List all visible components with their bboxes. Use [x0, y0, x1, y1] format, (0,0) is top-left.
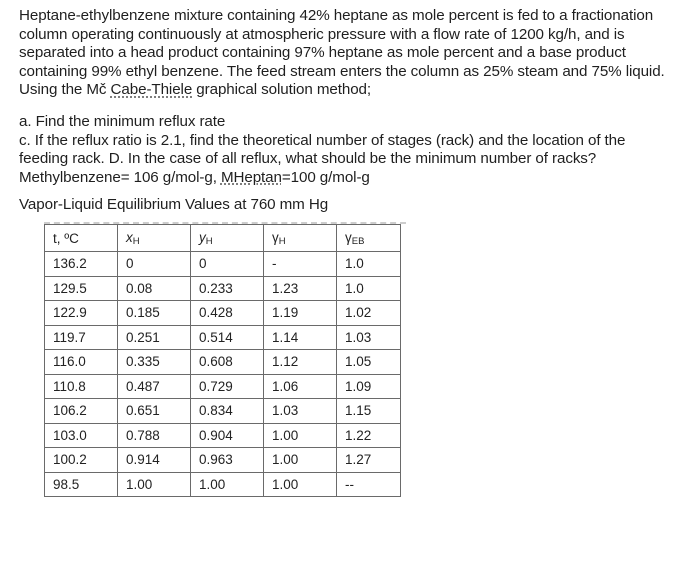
table-cell: 0.233	[191, 276, 264, 301]
header-cell: $\gamma_{EB}$	[337, 225, 401, 252]
intro-line: containing 99% ethyl benzene. The feed stream enters the column as 25% steam and 75% liquid.	[19, 62, 665, 80]
table-row	[45, 448, 401, 473]
table-cell: 0.185	[118, 301, 191, 326]
table-cell: 1.03	[264, 399, 337, 424]
table-cell: 129.5	[45, 276, 118, 301]
table-cell: 0.335	[118, 350, 191, 375]
table-cell: 1.14	[264, 325, 337, 350]
intro-line: column operating continuously at atmospheric pressure with a flow rate of 1200 kg/h, and is	[19, 25, 625, 43]
table-cell: 110.8	[45, 374, 118, 399]
question-line: a. Find the minimum reflux rate	[19, 113, 226, 130]
table-cell: 1.00	[264, 448, 337, 473]
table-cell: 0.904	[191, 423, 264, 448]
table-cell: 0.788	[118, 423, 191, 448]
table-title-block	[19, 196, 695, 215]
method-suffix: graphical solution method;	[192, 81, 372, 99]
table-cell: 0.608	[191, 350, 264, 375]
table-cell: 0.251	[118, 325, 191, 350]
table-cell: 122.9	[45, 301, 118, 326]
questions	[19, 113, 695, 187]
table-cell: 1.00	[264, 423, 337, 448]
table-row	[45, 301, 401, 326]
table-row	[45, 399, 401, 424]
table-cell: 100.2	[45, 448, 118, 473]
vle-table-wrapper	[44, 224, 401, 497]
mw-suffix: =100 g/mol-g	[281, 168, 370, 186]
table-cell: 1.19	[264, 301, 337, 326]
table-cell: -	[264, 252, 337, 277]
method-name: Cabe-Thiele	[110, 81, 193, 99]
table-row	[45, 325, 401, 350]
table-cell: 1.00	[191, 472, 264, 497]
table-cell: 1.05	[337, 350, 401, 375]
table-cell: 1.02	[337, 301, 401, 326]
problem-statement	[19, 7, 695, 100]
table-cell: 1.03	[337, 325, 401, 350]
table-row	[45, 472, 401, 497]
mw-prefix: Methylbenzene= 106 g/mol-g,	[19, 168, 221, 186]
table-cell: 1.00	[118, 472, 191, 497]
molecular-weights	[19, 169, 695, 188]
table-cell: 1.22	[337, 423, 401, 448]
table-cell: 0	[118, 252, 191, 277]
table-cell: 0.487	[118, 374, 191, 399]
table-title: Vapor-Liquid Equilibrium Values at 760 mm Hg	[19, 196, 329, 213]
header-cell: t, ºC	[45, 225, 118, 252]
table-cell: 136.2	[45, 252, 118, 277]
table-cell: 1.27	[337, 448, 401, 473]
table-header-row	[45, 225, 401, 252]
table-cell: 1.23	[264, 276, 337, 301]
table-row	[45, 350, 401, 375]
question-line: feeding rack. D. In the case of all reflux, what should be the minimum number of racks?	[19, 150, 597, 168]
table-body	[45, 252, 401, 497]
table-cell: 98.5	[45, 472, 118, 497]
header-cell: $\gamma_H$	[264, 225, 337, 252]
mw-name: MHeptan	[220, 168, 282, 186]
table-cell: 106.2	[45, 399, 118, 424]
table-cell: 116.0	[45, 350, 118, 375]
table-cell: 0.834	[191, 399, 264, 424]
table-cell: 1.15	[337, 399, 401, 424]
table-cell: 1.12	[264, 350, 337, 375]
method-prefix: Using the Mč	[19, 81, 111, 99]
table-cell: 0	[191, 252, 264, 277]
table-cell: 0.08	[118, 276, 191, 301]
table-cell: 1.0	[337, 252, 401, 277]
table-cell: 0.514	[191, 325, 264, 350]
intro-line: Heptane-ethylbenzene mixture containing 42% heptane as mole percent is fed to a fractionation	[19, 7, 654, 24]
table-row	[45, 423, 401, 448]
table-cell: 0.729	[191, 374, 264, 399]
table-cell: 0.428	[191, 301, 264, 326]
method-line	[19, 81, 695, 100]
table-cell: 0.914	[118, 448, 191, 473]
table-cell: --	[337, 472, 401, 497]
table-cell: 1.0	[337, 276, 401, 301]
header-cell: $x_H$	[118, 225, 191, 252]
table-cell: 0.963	[191, 448, 264, 473]
table-cell: 119.7	[45, 325, 118, 350]
vle-table	[44, 224, 401, 497]
header-cell: $y_H$	[191, 225, 264, 252]
table-cell: 1.06	[264, 374, 337, 399]
table-row	[45, 374, 401, 399]
table-cell: 103.0	[45, 423, 118, 448]
table-cell: 0.651	[118, 399, 191, 424]
table-cell: 1.09	[337, 374, 401, 399]
table-row	[45, 252, 401, 277]
table-row	[45, 276, 401, 301]
table-cell: 1.00	[264, 472, 337, 497]
question-line: c. If the reflux ratio is 2.1, find the theoretical number of stages (rack) and the location of the	[19, 131, 626, 149]
intro-line: separated into a head product containing 97% heptane as mole percent and a base product	[19, 44, 626, 62]
